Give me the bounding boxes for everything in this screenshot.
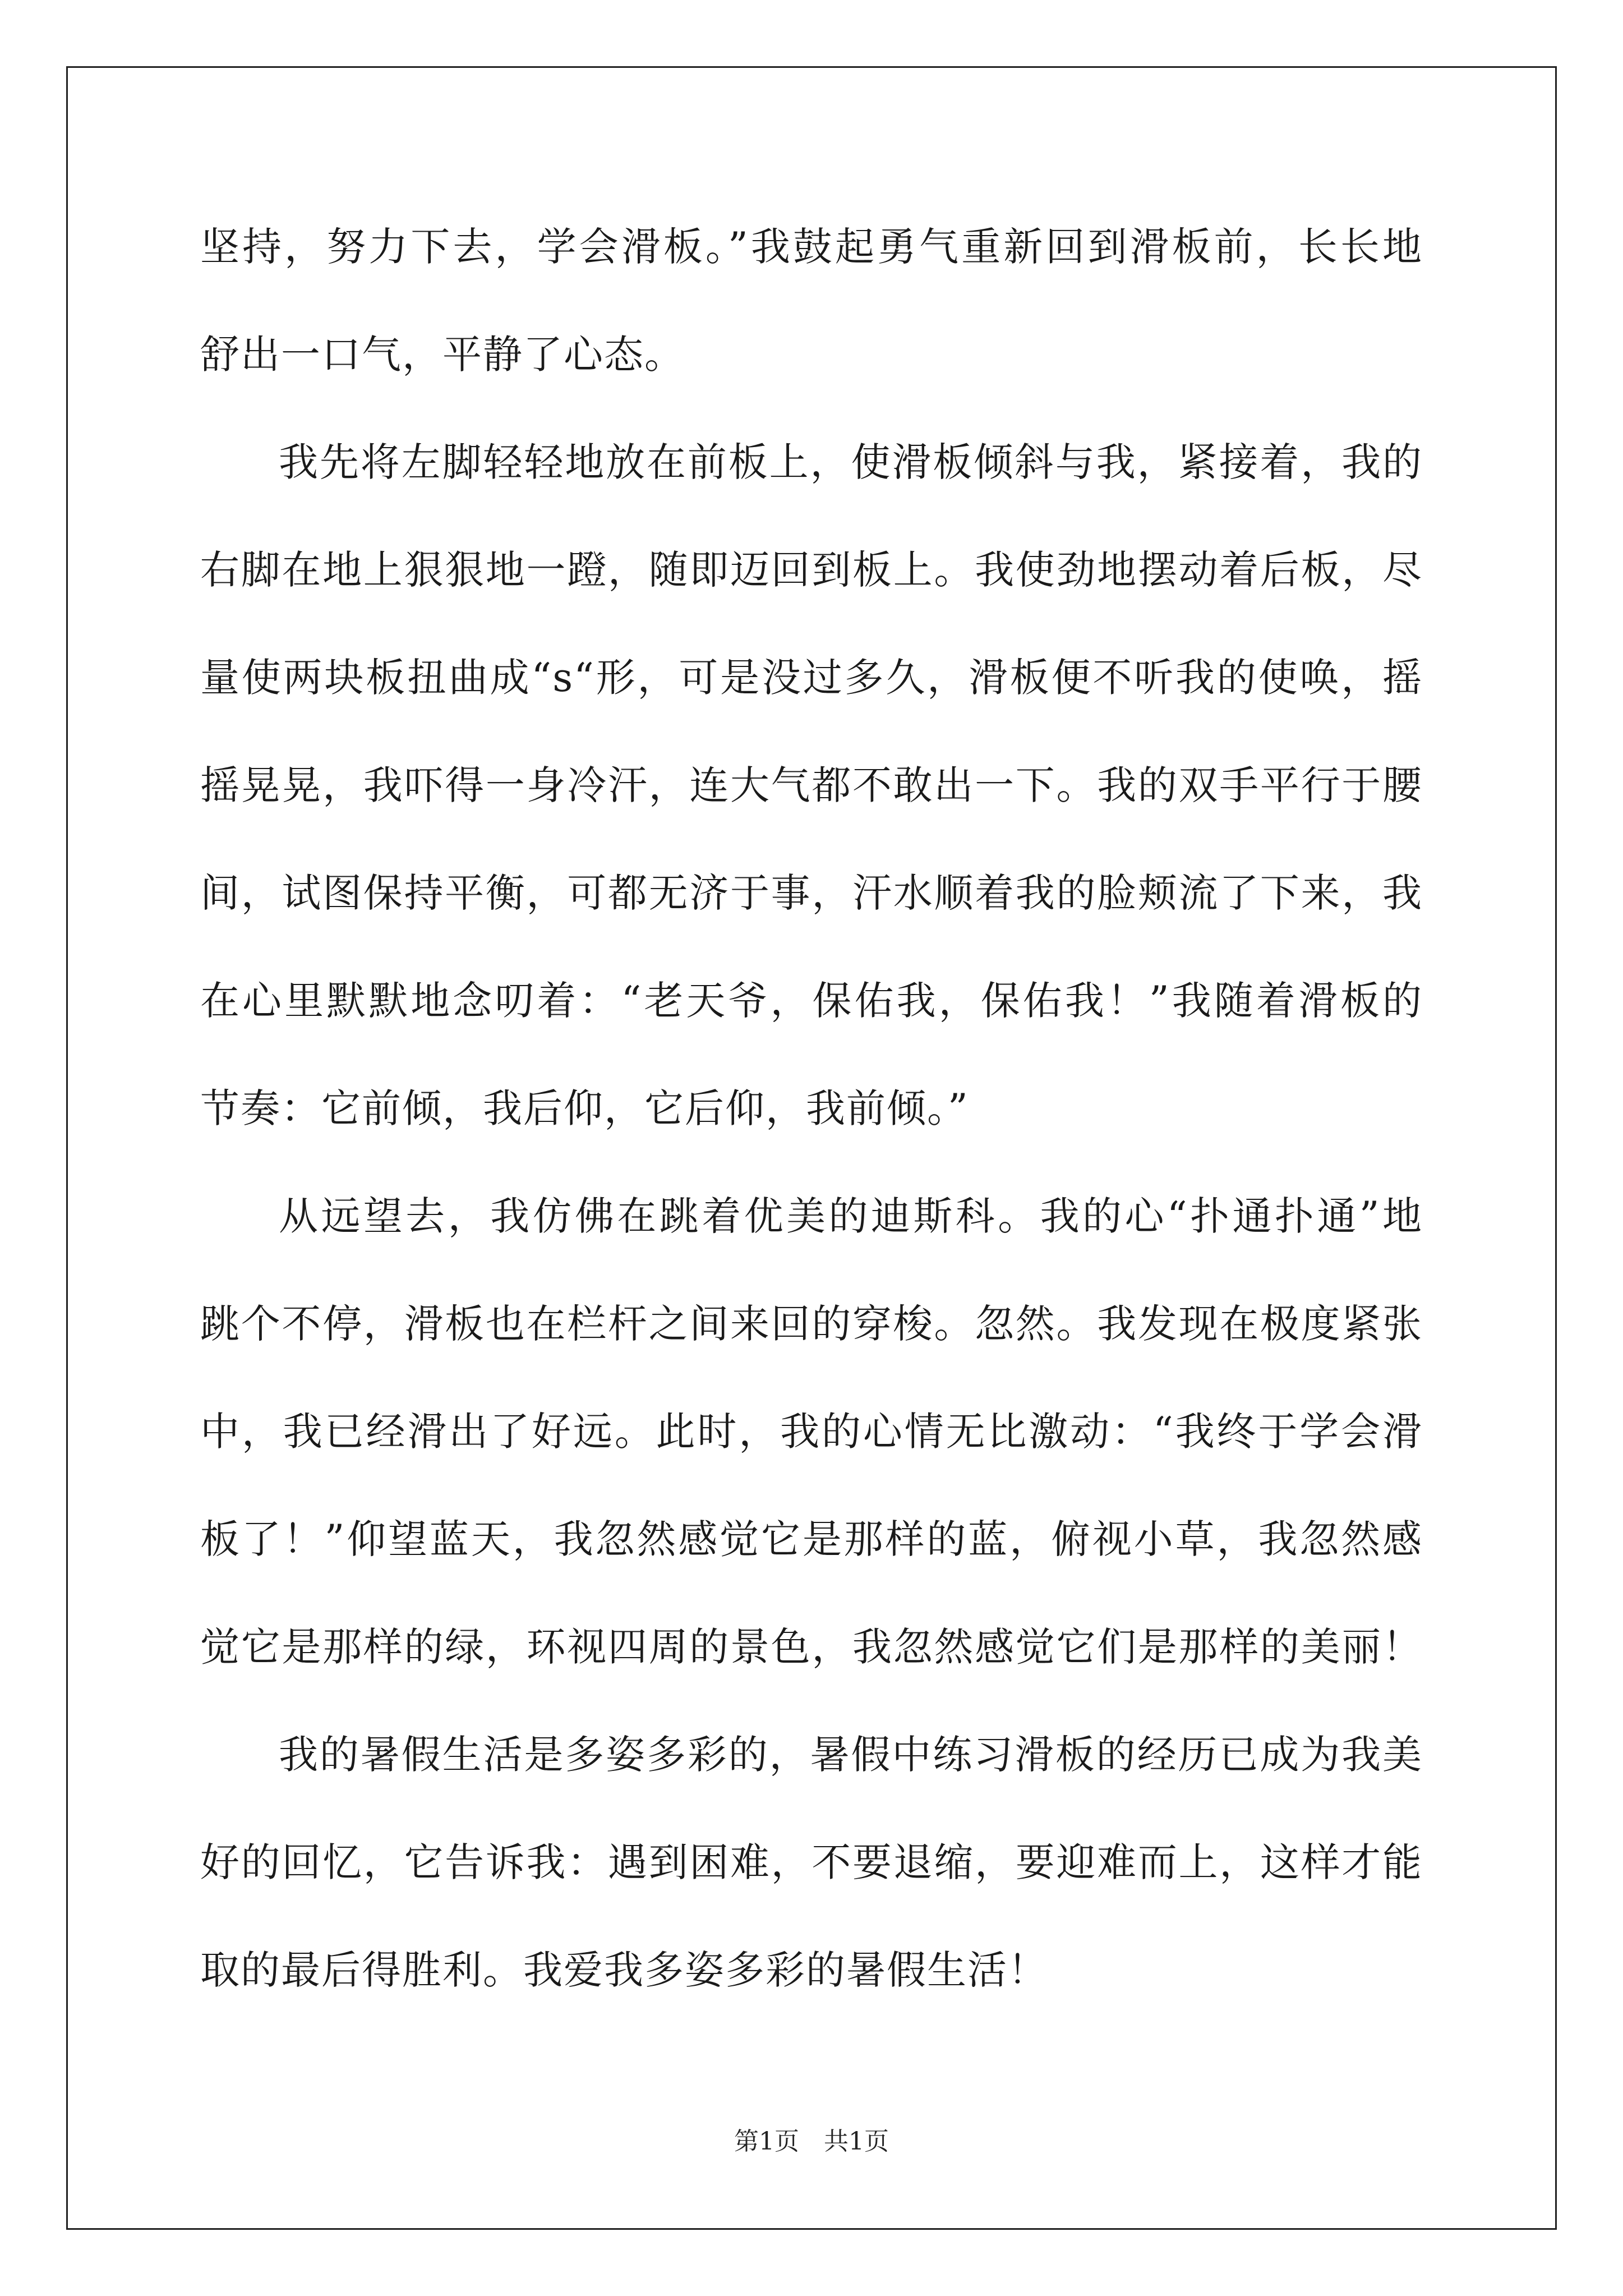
document-body — [200, 213, 1423, 2044]
text-line: 量使两块板扭曲成“s“形，可是没过多久，滑板便不听我的使唤，摇 — [200, 655, 1423, 701]
text-line: 我的暑假生活是多姿多彩的，暑假中练习滑板的经历已成为我美 — [279, 1732, 1423, 1778]
text-line: 坚持，努力下去，学会滑板。”我鼓起勇气重新回到滑板前，长长地 — [200, 224, 1423, 270]
page-footer: 第1页 共1页 — [734, 2127, 889, 2156]
text-line: 觉它是那样的绿，环视四周的景色，我忽然感觉它们是那样的美丽！ — [200, 1624, 1423, 1670]
text-line: 右脚在地上狠狠地一蹬，随即迈回到板上。我使劲地摆动着后板，尽 — [200, 547, 1423, 593]
text-line: 在心里默默地念叨着：“老天爷，保佑我，保佑我！”我随着滑板的 — [200, 978, 1423, 1024]
text-line: 间，试图保持平衡，可都无济于事，汗水顺着我的脸颊流了下来，我 — [200, 870, 1423, 916]
text-line: 好的回忆，它告诉我：遇到困难，不要退缩，要迎难而上，这样才能 — [200, 1839, 1423, 1885]
text-line: 从远望去，我仿佛在跳着优美的迪斯科。我的心“扑通扑通”地 — [279, 1193, 1423, 1239]
text-line: 取的最后得胜利。我爱我多姿多彩的暑假生活！ — [200, 1947, 1048, 1993]
text-line: 跳个不停，滑板也在栏杆之间来回的穿梭。忽然。我发现在极度紧张 — [200, 1301, 1423, 1347]
text-line: 节奏：它前倾，我后仰，它后仰，我前倾。” — [200, 1085, 969, 1131]
text-line: 摇晃晃，我吓得一身冷汗，连大气都不敢出一下。我的双手平行于腰 — [200, 762, 1423, 808]
text-line: 我先将左脚轻轻地放在前板上，使滑板倾斜与我，紧接着，我的 — [279, 439, 1423, 485]
text-line: 舒出一口气，平静了心态。 — [200, 332, 685, 378]
text-line: 中，我已经滑出了好远。此时，我的心情无比激动：“我终于学会滑 — [200, 1409, 1423, 1455]
text-line: 板了！”仰望蓝天，我忽然感觉它是那样的蓝，俯视小草，我忽然感 — [200, 1516, 1423, 1562]
